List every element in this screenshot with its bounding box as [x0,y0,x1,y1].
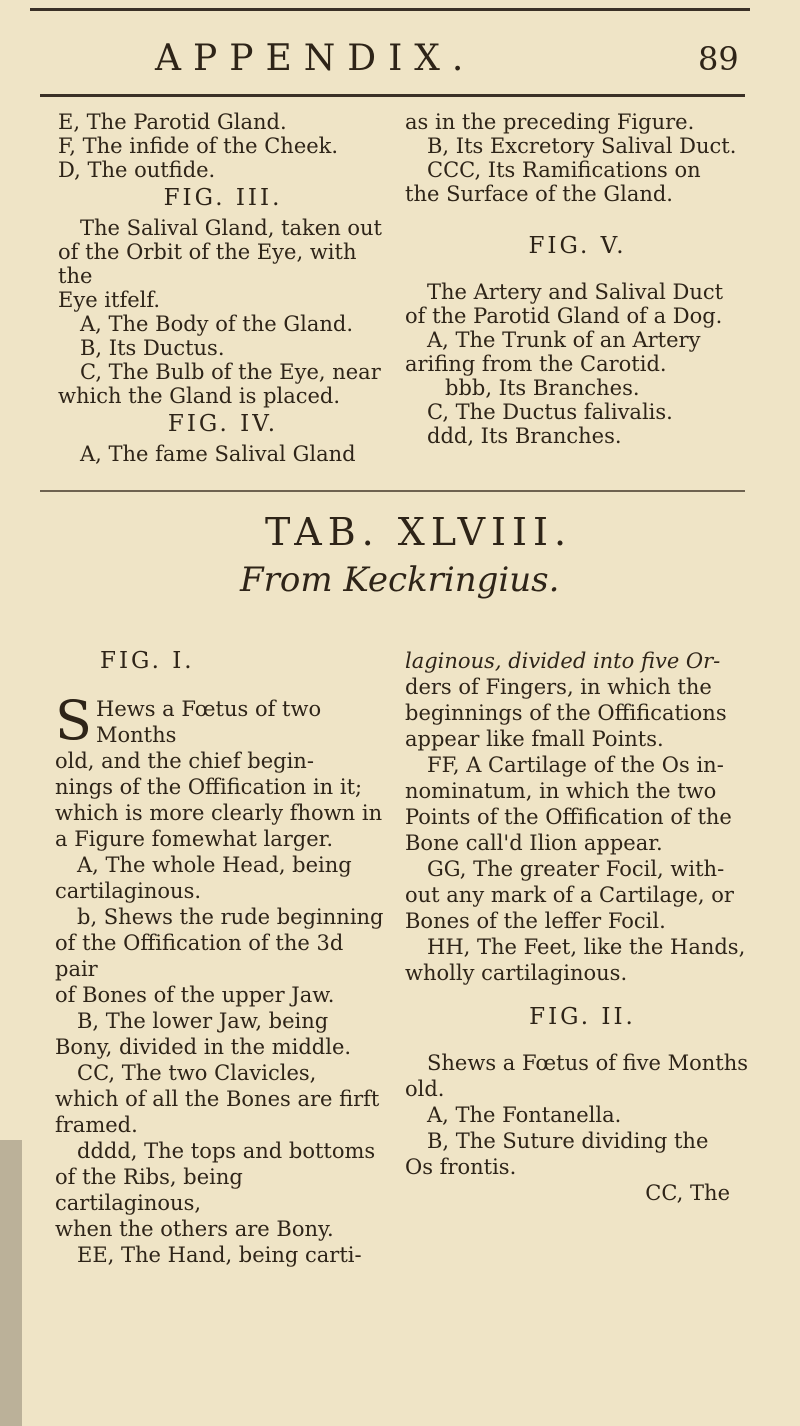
text-line: old, and the chief begin- [55,749,314,773]
text-line: appear like fmall Points. [405,727,664,751]
text-line: nings of the Offification in it; [55,775,363,799]
text-line: Bony, divided in the middle. [55,1035,352,1059]
figure-heading: FIG. II. [529,1004,636,1030]
text-line: GG, The greater Focil, with- [427,857,725,881]
text-line: CC, The two Clavicles, [77,1061,317,1085]
figure-heading: FIG. I. [100,648,195,674]
text-line: B, Its Excretory Salival Duct. [427,134,737,158]
text-line: Points of the Offification of the [405,805,732,829]
text-line: The Artery and Salival Duct [427,280,724,304]
text-line: dddd, The tops and bottoms [77,1139,376,1163]
figure-heading: FIG. III. [163,185,283,211]
text-line: A, The Fontanella. [427,1103,622,1127]
page-edge-shadow [0,1140,22,1426]
text-line: wholly cartilaginous. [405,961,628,985]
text-line: the Surface of the Gland. [405,182,673,206]
text-line: a Figure fomewhat larger. [55,827,334,851]
upper-right-column [405,110,750,448]
text-line: nominatum, in which the two [405,779,717,803]
text-line: when the others are Bony. [55,1217,334,1241]
lower-left-column [55,648,390,1268]
text-line: ders of Fingers, in which the [405,675,712,699]
text-line: Os frontis. [405,1155,517,1179]
text-line: of the Ribs, being cartilaginous, [55,1165,243,1215]
text-line: out any mark of a Cartilage, or [405,883,734,907]
text-line: F, The infide of the Cheek. [58,134,339,158]
text-line: of the Parotid Gland of a Dog. [405,304,723,328]
drop-cap: S [55,689,92,752]
text-line: Hews a Fœtus of two Months [96,697,322,747]
top-rule [30,8,750,11]
text-line: EE, The Hand, being carti- [77,1243,362,1267]
text-line: Bone call'd Ilion appear. [405,831,663,855]
text-line: b, Shews the rude beginning [77,905,384,929]
page-number: 89 [698,40,739,78]
plate-heading: TAB. XLVIII. [265,510,573,554]
text-line: Shews a Fœtus of five Months [427,1051,749,1075]
text-line: C, The Ductus falivalis. [427,400,673,424]
text-line: laginous, divided into five Or- [405,649,721,673]
text-line: FF, A Cartilage of the Os in- [427,753,724,777]
text-line: B, The lower Jaw, being [77,1009,329,1033]
text-line: bbb, Its Branches. [445,376,640,400]
text-line: ddd, Its Branches. [427,424,622,448]
text-line: old. [405,1077,445,1101]
text-line: which the Gland is placed. [58,384,341,408]
text-line: E, The Parotid Gland. [58,110,287,134]
figure-heading: FIG. V. [528,233,627,259]
text-line: of the Orbit of the Eye, with the [58,240,357,288]
text-line: CCC, Its Ramifications on [427,158,701,182]
running-header: APPENDIX. [155,38,476,79]
text-line: of the Offification of the 3d pair [55,931,344,981]
text-line: arifing from the Carotid. [405,352,667,376]
text-line: HH, The Feet, like the Hands, [427,935,746,959]
text-line: A, The Trunk of an Artery [427,328,701,352]
text-line: as in the preceding Figure. [405,110,695,134]
catchword: CC, The [645,1181,730,1205]
text-line: beginnings of the Offifications [405,701,727,725]
source-line: From Keckringius. [240,560,560,600]
header-rule [40,94,745,97]
text-line: B, The Suture dividing the [427,1129,709,1153]
lower-right-column [405,648,760,1206]
text-line: The Salival Gland, taken out [80,216,382,240]
text-line: which is more clearly fhown in [55,801,383,825]
section-rule [40,490,745,492]
text-line: of Bones of the upper Jaw. [55,983,335,1007]
text-line: A, The fame Salival Gland [80,442,356,466]
upper-left-column [58,110,388,466]
text-line: cartilaginous. [55,879,202,903]
text-line: Bones of the leffer Focil. [405,909,666,933]
text-line: framed. [55,1113,138,1137]
text-line: C, The Bulb of the Eye, near [80,360,381,384]
figure-heading: FIG. IV. [167,411,279,437]
text-line: Eye itfelf. [58,288,161,312]
text-line: which of all the Bones are firft [55,1087,380,1111]
text-line: A, The whole Head, being [77,853,352,877]
text-line: B, Its Ductus. [80,336,225,360]
text-line: D, The outfide. [58,158,216,182]
text-line: A, The Body of the Gland. [80,312,354,336]
